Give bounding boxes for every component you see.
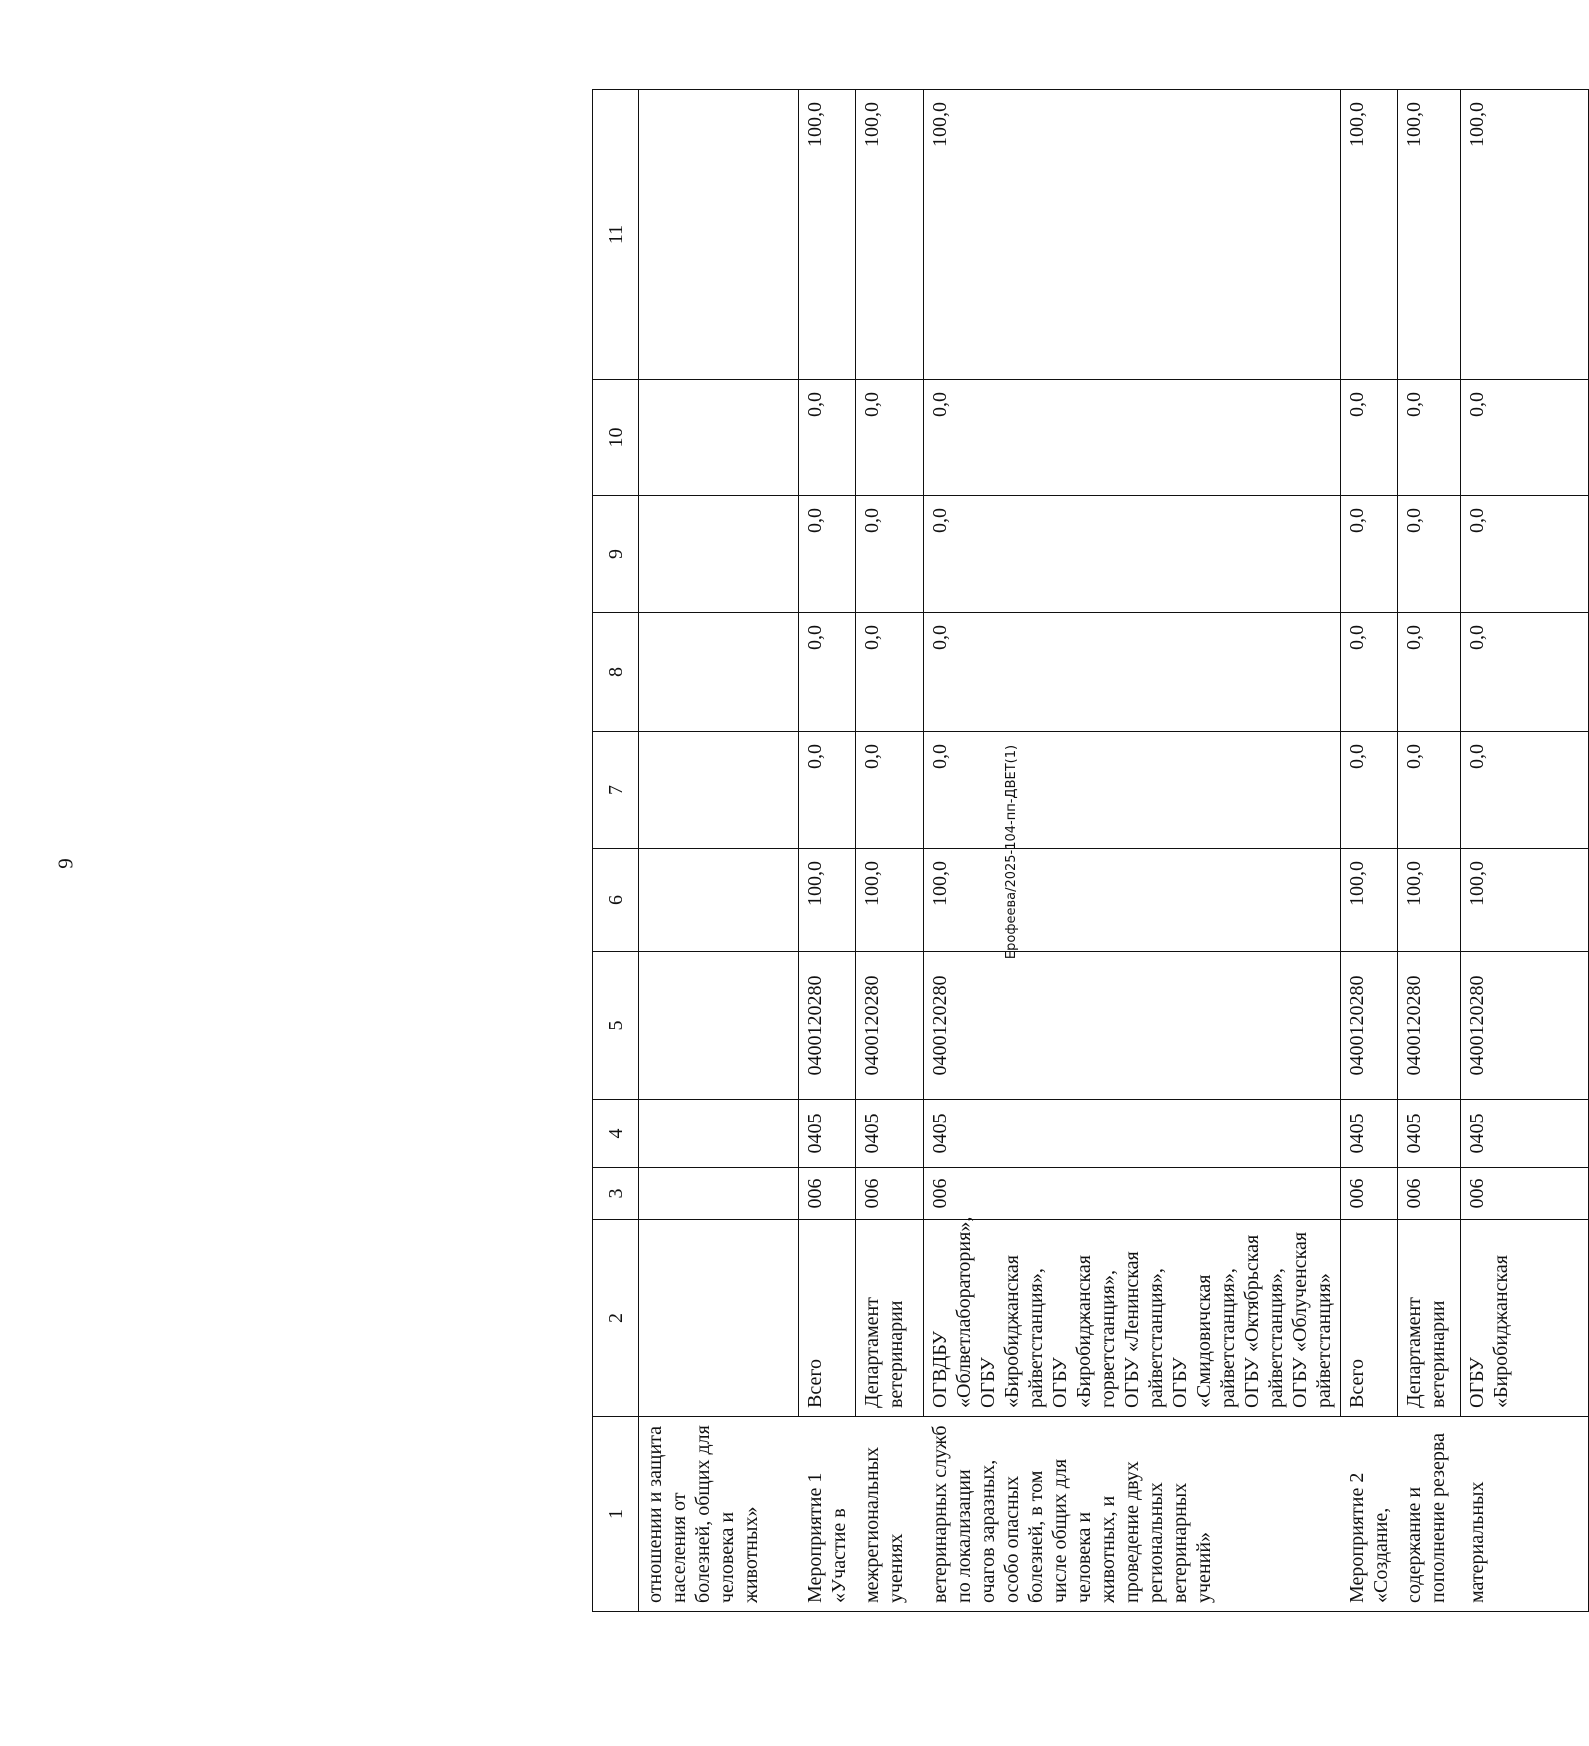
cell-c1: Мероприятие 1 «Участие в: [799, 1417, 856, 1612]
cell-c7: 0,0: [1398, 732, 1461, 849]
table-row: [1398, 90, 1461, 1612]
cell-c11: 100,0: [1461, 90, 1589, 380]
cell-c2: Всего: [799, 1220, 856, 1417]
cell-c7: 0,0: [1341, 732, 1398, 849]
cell-c9: 0,0: [1461, 496, 1589, 613]
cell-c9: 0,0: [1341, 496, 1398, 613]
cell-c8: 0,0: [1341, 613, 1398, 732]
cell-c6: 100,0: [924, 849, 1341, 952]
table-row: [1461, 90, 1589, 1612]
cell-c6: 100,0: [1461, 849, 1589, 952]
cell-c8: 0,0: [924, 613, 1341, 732]
cell-c4: 0405: [1461, 1100, 1589, 1168]
cell-c10: 0,0: [856, 380, 924, 496]
cell-c2: ОГБУ «Биробиджанская: [1461, 1220, 1589, 1417]
cell-c4: [639, 1100, 799, 1168]
cell-c3: 006: [1398, 1168, 1461, 1220]
cell-c9: [639, 496, 799, 613]
cell-c8: [639, 613, 799, 732]
cell-c4: 0405: [924, 1100, 1341, 1168]
cell-c5: 0400120280: [1398, 952, 1461, 1100]
table-row: [1341, 90, 1398, 1612]
cell-c3: 006: [1461, 1168, 1589, 1220]
column-header: 1: [593, 1417, 639, 1612]
cell-c6: 100,0: [1341, 849, 1398, 952]
cell-c5: 0400120280: [856, 952, 924, 1100]
table-row: [924, 90, 1341, 1612]
cell-c3: [639, 1168, 799, 1220]
cell-c10: 0,0: [1341, 380, 1398, 496]
cell-c4: 0405: [1341, 1100, 1398, 1168]
cell-c6: 100,0: [799, 849, 856, 952]
column-header: 5: [593, 952, 639, 1100]
header-row: [593, 90, 639, 1612]
cell-c5: 0400120280: [924, 952, 1341, 1100]
cell-c2: [639, 1220, 799, 1417]
cell-c1: ветеринарных служб по локализации очагов заразных, особо опасных болезней, в том числе общих для человека и животных, и проведение двух региональных ветеринарных учений»: [924, 1417, 1341, 1612]
cell-c1: содержание и пополнение резерва: [1398, 1417, 1461, 1612]
cell-c8: 0,0: [1461, 613, 1589, 732]
cell-c2: Всего: [1341, 1220, 1398, 1417]
cell-c11: 100,0: [924, 90, 1341, 380]
cell-c9: 0,0: [1398, 496, 1461, 613]
cell-c3: 006: [856, 1168, 924, 1220]
cell-c4: 0405: [856, 1100, 924, 1168]
cell-c7: [639, 732, 799, 849]
column-header: 2: [593, 1220, 639, 1417]
cell-c11: 100,0: [1341, 90, 1398, 380]
cell-c6: [639, 849, 799, 952]
column-header: 4: [593, 1100, 639, 1168]
table-row: [856, 90, 924, 1612]
column-header: 8: [593, 613, 639, 732]
cell-c11: 100,0: [799, 90, 856, 380]
cell-c9: 0,0: [856, 496, 924, 613]
column-header: 11: [593, 90, 639, 380]
cell-c2: ОГВДБУ «Облветлаборатория», ОГБУ «Биробиджанская райветстанция», ОГБУ «Биробиджанская горветстанция», ОГБУ «Ленинская райветстанция», ОГБУ «Смидовичская райветстанция», ОГБУ «Октябрьская райветстанция», ОГБУ «Облученская райветстанция»: [924, 1220, 1341, 1417]
cell-c3: 006: [924, 1168, 1341, 1220]
cell-c1: Мероприятие 2 «Создание,: [1341, 1417, 1398, 1612]
cell-c10: 0,0: [1461, 380, 1589, 496]
cell-c8: 0,0: [1398, 613, 1461, 732]
document-code: Ерофеева/2025-104-пп-ДВЕТ(1): [1004, 744, 1019, 960]
cell-c4: 0405: [1398, 1100, 1461, 1168]
column-header: 10: [593, 380, 639, 496]
cell-c7: 0,0: [1461, 732, 1589, 849]
cell-c10: 0,0: [1398, 380, 1461, 496]
table-row: [799, 90, 856, 1612]
cell-c5: 0400120280: [1341, 952, 1398, 1100]
cell-c9: 0,0: [799, 496, 856, 613]
cell-c2: Департамент ветеринарии: [1398, 1220, 1461, 1417]
cell-c10: [639, 380, 799, 496]
table-container: [592, 90, 1560, 1612]
cell-c11: 100,0: [856, 90, 924, 380]
cell-c1: материальных: [1461, 1417, 1589, 1612]
cell-c7: 0,0: [856, 732, 924, 849]
cell-c7: 0,0: [799, 732, 856, 849]
cell-c1: межрегиональных учениях: [856, 1417, 924, 1612]
column-header: 9: [593, 496, 639, 613]
budget-table: [592, 89, 1589, 1612]
cell-c10: 0,0: [799, 380, 856, 496]
cell-c8: 0,0: [799, 613, 856, 732]
column-header: 3: [593, 1168, 639, 1220]
column-header: 7: [593, 732, 639, 849]
cell-c2: Департамент ветеринарии: [856, 1220, 924, 1417]
cell-c5: 0400120280: [1461, 952, 1589, 1100]
cell-c11: [639, 90, 799, 380]
column-header: 6: [593, 849, 639, 952]
cell-c5: 0400120280: [799, 952, 856, 1100]
cell-c9: 0,0: [924, 496, 1341, 613]
cell-c5: [639, 952, 799, 1100]
page-number: 9: [53, 858, 78, 869]
cell-c6: 100,0: [1398, 849, 1461, 952]
cell-c10: 0,0: [924, 380, 1341, 496]
cell-c8: 0,0: [856, 613, 924, 732]
cell-c7: 0,0: [924, 732, 1341, 849]
cell-c4: 0405: [799, 1100, 856, 1168]
cell-c3: 006: [1341, 1168, 1398, 1220]
table-row: [639, 90, 799, 1612]
cell-c6: 100,0: [856, 849, 924, 952]
cell-c3: 006: [799, 1168, 856, 1220]
cell-c11: 100,0: [1398, 90, 1461, 380]
cell-c1: отношении и защита населения от болезней, общих для человека и животных»: [639, 1417, 799, 1612]
